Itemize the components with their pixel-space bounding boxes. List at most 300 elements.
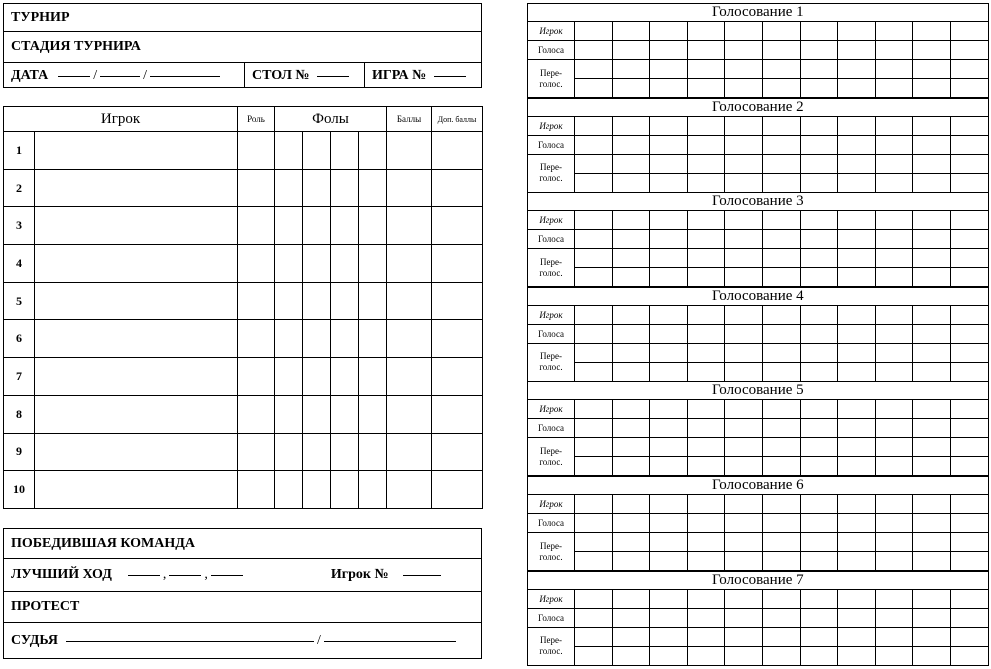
best-move-field-2[interactable] — [169, 574, 201, 576]
foul-cell-3[interactable] — [331, 320, 359, 358]
voting-votes-cell[interactable] — [575, 419, 613, 438]
voting-player-cell[interactable] — [575, 211, 613, 230]
foul-cell-1[interactable] — [275, 132, 303, 170]
voting-revote-a-cell[interactable] — [725, 627, 763, 646]
voting-revote-a-cell[interactable] — [913, 438, 951, 457]
voting-player-cell[interactable] — [762, 305, 800, 324]
voting-revote-b-cell[interactable] — [762, 173, 800, 192]
voting-votes-cell[interactable] — [875, 41, 913, 60]
foul-cell-4[interactable] — [359, 282, 387, 320]
voting-votes-cell[interactable] — [762, 230, 800, 249]
voting-votes-cell[interactable] — [612, 324, 650, 343]
voting-player-cell[interactable] — [838, 495, 876, 514]
extra-points-cell[interactable] — [432, 132, 483, 170]
voting-revote-b-cell[interactable] — [650, 268, 688, 287]
voting-votes-cell[interactable] — [762, 514, 800, 533]
voting-revote-a-cell[interactable] — [913, 60, 951, 79]
voting-votes-cell[interactable] — [687, 324, 725, 343]
game-number-field[interactable] — [434, 75, 466, 77]
voting-player-cell[interactable] — [950, 116, 988, 135]
voting-votes-cell[interactable] — [800, 41, 838, 60]
foul-cell-3[interactable] — [331, 207, 359, 245]
voting-votes-cell[interactable] — [725, 324, 763, 343]
voting-votes-cell[interactable] — [838, 135, 876, 154]
voting-revote-a-cell[interactable] — [838, 249, 876, 268]
extra-points-cell[interactable] — [432, 358, 483, 396]
voting-revote-b-cell[interactable] — [950, 79, 988, 98]
voting-player-cell[interactable] — [950, 211, 988, 230]
voting-revote-a-cell[interactable] — [687, 154, 725, 173]
voting-votes-cell[interactable] — [913, 419, 951, 438]
voting-revote-a-cell[interactable] — [612, 249, 650, 268]
voting-revote-b-cell[interactable] — [612, 268, 650, 287]
voting-revote-a-cell[interactable] — [950, 249, 988, 268]
voting-votes-cell[interactable] — [650, 514, 688, 533]
voting-revote-b-cell[interactable] — [950, 552, 988, 571]
voting-player-cell[interactable] — [913, 116, 951, 135]
voting-revote-b-cell[interactable] — [913, 268, 951, 287]
role-cell[interactable] — [238, 471, 275, 509]
voting-votes-cell[interactable] — [913, 230, 951, 249]
voting-revote-b-cell[interactable] — [875, 457, 913, 476]
voting-player-cell[interactable] — [800, 305, 838, 324]
voting-revote-a-cell[interactable] — [575, 438, 613, 457]
voting-revote-a-cell[interactable] — [913, 249, 951, 268]
voting-revote-b-cell[interactable] — [950, 173, 988, 192]
voting-player-cell[interactable] — [612, 116, 650, 135]
voting-revote-a-cell[interactable] — [575, 60, 613, 79]
voting-votes-cell[interactable] — [838, 41, 876, 60]
player-name-cell[interactable] — [35, 358, 238, 396]
player-name-cell[interactable] — [35, 471, 238, 509]
voting-revote-a-cell[interactable] — [687, 627, 725, 646]
voting-revote-a-cell[interactable] — [650, 343, 688, 362]
voting-revote-b-cell[interactable] — [725, 268, 763, 287]
voting-revote-a-cell[interactable] — [762, 154, 800, 173]
voting-votes-cell[interactable] — [800, 324, 838, 343]
voting-revote-b-cell[interactable] — [650, 457, 688, 476]
extra-points-cell[interactable] — [432, 207, 483, 245]
voting-revote-b-cell[interactable] — [687, 457, 725, 476]
voting-revote-a-cell[interactable] — [800, 533, 838, 552]
voting-player-cell[interactable] — [687, 22, 725, 41]
voting-revote-b-cell[interactable] — [687, 268, 725, 287]
voting-revote-a-cell[interactable] — [575, 343, 613, 362]
voting-revote-a-cell[interactable] — [913, 343, 951, 362]
voting-revote-a-cell[interactable] — [687, 533, 725, 552]
voting-revote-a-cell[interactable] — [913, 627, 951, 646]
extra-points-cell[interactable] — [432, 282, 483, 320]
foul-cell-2[interactable] — [303, 395, 331, 433]
voting-revote-b-cell[interactable] — [875, 173, 913, 192]
voting-votes-cell[interactable] — [913, 514, 951, 533]
voting-votes-cell[interactable] — [838, 419, 876, 438]
voting-votes-cell[interactable] — [950, 608, 988, 627]
voting-revote-a-cell[interactable] — [612, 438, 650, 457]
voting-player-cell[interactable] — [575, 400, 613, 419]
voting-revote-a-cell[interactable] — [800, 60, 838, 79]
voting-player-cell[interactable] — [950, 305, 988, 324]
foul-cell-4[interactable] — [359, 358, 387, 396]
voting-revote-b-cell[interactable] — [875, 362, 913, 381]
voting-votes-cell[interactable] — [800, 608, 838, 627]
voting-player-cell[interactable] — [762, 22, 800, 41]
voting-revote-b-cell[interactable] — [687, 646, 725, 665]
voting-revote-a-cell[interactable] — [875, 343, 913, 362]
voting-player-cell[interactable] — [687, 116, 725, 135]
player-name-cell[interactable] — [35, 207, 238, 245]
voting-revote-b-cell[interactable] — [838, 362, 876, 381]
voting-player-cell[interactable] — [762, 400, 800, 419]
voting-revote-b-cell[interactable] — [800, 79, 838, 98]
voting-revote-b-cell[interactable] — [650, 362, 688, 381]
voting-revote-a-cell[interactable] — [838, 438, 876, 457]
voting-revote-a-cell[interactable] — [612, 343, 650, 362]
foul-cell-3[interactable] — [331, 169, 359, 207]
foul-cell-3[interactable] — [331, 433, 359, 471]
voting-revote-b-cell[interactable] — [762, 646, 800, 665]
voting-revote-a-cell[interactable] — [725, 438, 763, 457]
voting-revote-a-cell[interactable] — [800, 343, 838, 362]
voting-revote-b-cell[interactable] — [612, 173, 650, 192]
voting-player-cell[interactable] — [913, 589, 951, 608]
voting-votes-cell[interactable] — [875, 419, 913, 438]
voting-revote-b-cell[interactable] — [800, 268, 838, 287]
voting-player-cell[interactable] — [687, 211, 725, 230]
voting-votes-cell[interactable] — [950, 230, 988, 249]
voting-player-cell[interactable] — [838, 211, 876, 230]
voting-player-cell[interactable] — [875, 305, 913, 324]
voting-player-cell[interactable] — [687, 495, 725, 514]
voting-votes-cell[interactable] — [838, 514, 876, 533]
voting-player-cell[interactable] — [575, 22, 613, 41]
voting-revote-b-cell[interactable] — [875, 646, 913, 665]
voting-votes-cell[interactable] — [575, 608, 613, 627]
extra-points-cell[interactable] — [432, 471, 483, 509]
voting-votes-cell[interactable] — [875, 230, 913, 249]
foul-cell-2[interactable] — [303, 245, 331, 283]
voting-revote-a-cell[interactable] — [762, 60, 800, 79]
points-cell[interactable] — [387, 358, 432, 396]
voting-player-cell[interactable] — [725, 305, 763, 324]
voting-votes-cell[interactable] — [838, 324, 876, 343]
voting-votes-cell[interactable] — [913, 135, 951, 154]
foul-cell-1[interactable] — [275, 433, 303, 471]
voting-votes-cell[interactable] — [913, 608, 951, 627]
voting-revote-a-cell[interactable] — [762, 249, 800, 268]
voting-votes-cell[interactable] — [575, 135, 613, 154]
voting-revote-a-cell[interactable] — [725, 60, 763, 79]
voting-player-cell[interactable] — [612, 589, 650, 608]
voting-revote-b-cell[interactable] — [612, 362, 650, 381]
voting-revote-b-cell[interactable] — [575, 268, 613, 287]
voting-revote-b-cell[interactable] — [725, 646, 763, 665]
role-cell[interactable] — [238, 207, 275, 245]
foul-cell-3[interactable] — [331, 282, 359, 320]
voting-player-cell[interactable] — [950, 400, 988, 419]
voting-votes-cell[interactable] — [650, 324, 688, 343]
voting-revote-b-cell[interactable] — [650, 173, 688, 192]
voting-revote-b-cell[interactable] — [687, 362, 725, 381]
extra-points-cell[interactable] — [432, 245, 483, 283]
extra-points-cell[interactable] — [432, 320, 483, 358]
voting-revote-a-cell[interactable] — [650, 154, 688, 173]
foul-cell-1[interactable] — [275, 207, 303, 245]
voting-player-cell[interactable] — [913, 305, 951, 324]
voting-votes-cell[interactable] — [875, 608, 913, 627]
voting-revote-a-cell[interactable] — [838, 154, 876, 173]
voting-votes-cell[interactable] — [913, 324, 951, 343]
role-cell[interactable] — [238, 132, 275, 170]
voting-revote-b-cell[interactable] — [575, 362, 613, 381]
voting-player-cell[interactable] — [838, 305, 876, 324]
voting-player-cell[interactable] — [612, 22, 650, 41]
voting-votes-cell[interactable] — [762, 41, 800, 60]
player-name-cell[interactable] — [35, 433, 238, 471]
voting-votes-cell[interactable] — [650, 608, 688, 627]
judge-signature-field[interactable] — [324, 640, 456, 642]
foul-cell-2[interactable] — [303, 207, 331, 245]
voting-player-cell[interactable] — [612, 495, 650, 514]
voting-votes-cell[interactable] — [612, 608, 650, 627]
voting-player-cell[interactable] — [875, 211, 913, 230]
voting-revote-b-cell[interactable] — [838, 268, 876, 287]
voting-votes-cell[interactable] — [612, 230, 650, 249]
voting-revote-a-cell[interactable] — [612, 627, 650, 646]
voting-votes-cell[interactable] — [762, 135, 800, 154]
voting-revote-b-cell[interactable] — [612, 646, 650, 665]
voting-revote-b-cell[interactable] — [950, 268, 988, 287]
extra-points-cell[interactable] — [432, 169, 483, 207]
voting-votes-cell[interactable] — [762, 324, 800, 343]
voting-player-cell[interactable] — [800, 400, 838, 419]
voting-revote-a-cell[interactable] — [575, 154, 613, 173]
voting-votes-cell[interactable] — [687, 135, 725, 154]
foul-cell-3[interactable] — [331, 395, 359, 433]
voting-revote-b-cell[interactable] — [687, 79, 725, 98]
voting-revote-a-cell[interactable] — [800, 627, 838, 646]
foul-cell-3[interactable] — [331, 245, 359, 283]
voting-player-cell[interactable] — [800, 589, 838, 608]
voting-revote-a-cell[interactable] — [725, 533, 763, 552]
player-no-field[interactable] — [403, 574, 441, 576]
player-name-cell[interactable] — [35, 282, 238, 320]
voting-revote-b-cell[interactable] — [800, 646, 838, 665]
voting-revote-b-cell[interactable] — [762, 268, 800, 287]
voting-revote-a-cell[interactable] — [913, 154, 951, 173]
voting-revote-a-cell[interactable] — [650, 533, 688, 552]
voting-player-cell[interactable] — [875, 116, 913, 135]
voting-revote-b-cell[interactable] — [725, 457, 763, 476]
voting-revote-b-cell[interactable] — [612, 457, 650, 476]
voting-player-cell[interactable] — [913, 211, 951, 230]
best-move-field-1[interactable] — [128, 574, 160, 576]
player-name-cell[interactable] — [35, 169, 238, 207]
voting-player-cell[interactable] — [650, 305, 688, 324]
voting-player-cell[interactable] — [875, 495, 913, 514]
voting-revote-a-cell[interactable] — [687, 438, 725, 457]
voting-player-cell[interactable] — [875, 589, 913, 608]
voting-player-cell[interactable] — [950, 495, 988, 514]
voting-votes-cell[interactable] — [950, 324, 988, 343]
points-cell[interactable] — [387, 395, 432, 433]
voting-revote-b-cell[interactable] — [650, 79, 688, 98]
voting-votes-cell[interactable] — [687, 608, 725, 627]
foul-cell-3[interactable] — [331, 471, 359, 509]
voting-revote-b-cell[interactable] — [725, 552, 763, 571]
voting-votes-cell[interactable] — [687, 514, 725, 533]
voting-revote-a-cell[interactable] — [725, 249, 763, 268]
voting-votes-cell[interactable] — [875, 324, 913, 343]
foul-cell-1[interactable] — [275, 471, 303, 509]
voting-votes-cell[interactable] — [575, 514, 613, 533]
voting-player-cell[interactable] — [650, 22, 688, 41]
voting-revote-b-cell[interactable] — [875, 79, 913, 98]
voting-revote-a-cell[interactable] — [800, 249, 838, 268]
voting-player-cell[interactable] — [950, 589, 988, 608]
voting-revote-b-cell[interactable] — [838, 646, 876, 665]
voting-revote-a-cell[interactable] — [800, 154, 838, 173]
voting-revote-a-cell[interactable] — [575, 249, 613, 268]
voting-votes-cell[interactable] — [725, 230, 763, 249]
points-cell[interactable] — [387, 282, 432, 320]
voting-votes-cell[interactable] — [687, 230, 725, 249]
voting-revote-b-cell[interactable] — [950, 457, 988, 476]
voting-votes-cell[interactable] — [725, 41, 763, 60]
voting-revote-a-cell[interactable] — [800, 438, 838, 457]
date-day-field[interactable] — [58, 75, 90, 77]
date-year-field[interactable] — [150, 75, 220, 77]
voting-revote-b-cell[interactable] — [687, 552, 725, 571]
voting-player-cell[interactable] — [913, 400, 951, 419]
voting-player-cell[interactable] — [725, 116, 763, 135]
voting-revote-b-cell[interactable] — [838, 552, 876, 571]
voting-revote-b-cell[interactable] — [838, 457, 876, 476]
voting-votes-cell[interactable] — [950, 419, 988, 438]
foul-cell-3[interactable] — [331, 132, 359, 170]
voting-revote-a-cell[interactable] — [838, 533, 876, 552]
voting-revote-a-cell[interactable] — [762, 343, 800, 362]
voting-revote-a-cell[interactable] — [875, 249, 913, 268]
points-cell[interactable] — [387, 132, 432, 170]
voting-player-cell[interactable] — [762, 116, 800, 135]
voting-player-cell[interactable] — [687, 400, 725, 419]
player-name-cell[interactable] — [35, 132, 238, 170]
foul-cell-4[interactable] — [359, 471, 387, 509]
voting-player-cell[interactable] — [612, 305, 650, 324]
voting-player-cell[interactable] — [612, 400, 650, 419]
role-cell[interactable] — [238, 245, 275, 283]
voting-player-cell[interactable] — [650, 211, 688, 230]
voting-revote-b-cell[interactable] — [950, 362, 988, 381]
voting-revote-b-cell[interactable] — [575, 457, 613, 476]
foul-cell-2[interactable] — [303, 132, 331, 170]
foul-cell-4[interactable] — [359, 433, 387, 471]
voting-revote-a-cell[interactable] — [950, 154, 988, 173]
foul-cell-2[interactable] — [303, 358, 331, 396]
voting-player-cell[interactable] — [687, 305, 725, 324]
voting-player-cell[interactable] — [725, 589, 763, 608]
best-move-field-3[interactable] — [211, 574, 243, 576]
voting-revote-b-cell[interactable] — [838, 79, 876, 98]
extra-points-cell[interactable] — [432, 433, 483, 471]
voting-revote-b-cell[interactable] — [575, 79, 613, 98]
voting-revote-a-cell[interactable] — [875, 438, 913, 457]
voting-player-cell[interactable] — [838, 589, 876, 608]
voting-votes-cell[interactable] — [800, 230, 838, 249]
table-number-field[interactable] — [317, 75, 349, 77]
voting-player-cell[interactable] — [875, 22, 913, 41]
voting-revote-a-cell[interactable] — [612, 154, 650, 173]
voting-player-cell[interactable] — [800, 211, 838, 230]
voting-revote-a-cell[interactable] — [612, 533, 650, 552]
voting-revote-a-cell[interactable] — [838, 60, 876, 79]
voting-votes-cell[interactable] — [650, 135, 688, 154]
voting-revote-a-cell[interactable] — [950, 343, 988, 362]
voting-votes-cell[interactable] — [838, 608, 876, 627]
voting-votes-cell[interactable] — [687, 419, 725, 438]
voting-votes-cell[interactable] — [650, 419, 688, 438]
foul-cell-2[interactable] — [303, 433, 331, 471]
voting-player-cell[interactable] — [913, 495, 951, 514]
voting-revote-a-cell[interactable] — [950, 533, 988, 552]
voting-player-cell[interactable] — [650, 116, 688, 135]
voting-player-cell[interactable] — [950, 22, 988, 41]
foul-cell-1[interactable] — [275, 395, 303, 433]
voting-revote-a-cell[interactable] — [762, 627, 800, 646]
voting-revote-b-cell[interactable] — [913, 362, 951, 381]
voting-revote-b-cell[interactable] — [612, 79, 650, 98]
voting-revote-a-cell[interactable] — [612, 60, 650, 79]
voting-revote-b-cell[interactable] — [913, 457, 951, 476]
voting-revote-b-cell[interactable] — [575, 173, 613, 192]
voting-revote-b-cell[interactable] — [650, 646, 688, 665]
foul-cell-2[interactable] — [303, 320, 331, 358]
voting-revote-a-cell[interactable] — [875, 627, 913, 646]
foul-cell-1[interactable] — [275, 358, 303, 396]
player-name-cell[interactable] — [35, 245, 238, 283]
voting-player-cell[interactable] — [650, 400, 688, 419]
voting-revote-a-cell[interactable] — [838, 627, 876, 646]
voting-revote-b-cell[interactable] — [762, 362, 800, 381]
role-cell[interactable] — [238, 395, 275, 433]
voting-revote-b-cell[interactable] — [650, 552, 688, 571]
voting-revote-b-cell[interactable] — [612, 552, 650, 571]
voting-votes-cell[interactable] — [612, 135, 650, 154]
voting-revote-b-cell[interactable] — [800, 457, 838, 476]
voting-votes-cell[interactable] — [650, 230, 688, 249]
voting-revote-b-cell[interactable] — [913, 173, 951, 192]
voting-revote-b-cell[interactable] — [875, 268, 913, 287]
voting-revote-b-cell[interactable] — [687, 173, 725, 192]
foul-cell-1[interactable] — [275, 169, 303, 207]
foul-cell-2[interactable] — [303, 471, 331, 509]
voting-votes-cell[interactable] — [575, 41, 613, 60]
voting-votes-cell[interactable] — [575, 230, 613, 249]
voting-player-cell[interactable] — [650, 495, 688, 514]
voting-revote-b-cell[interactable] — [950, 646, 988, 665]
voting-revote-b-cell[interactable] — [913, 552, 951, 571]
voting-player-cell[interactable] — [838, 22, 876, 41]
role-cell[interactable] — [238, 169, 275, 207]
extra-points-cell[interactable] — [432, 395, 483, 433]
voting-votes-cell[interactable] — [875, 135, 913, 154]
voting-player-cell[interactable] — [725, 400, 763, 419]
foul-cell-4[interactable] — [359, 245, 387, 283]
voting-player-cell[interactable] — [762, 495, 800, 514]
voting-player-cell[interactable] — [725, 495, 763, 514]
voting-revote-a-cell[interactable] — [687, 343, 725, 362]
